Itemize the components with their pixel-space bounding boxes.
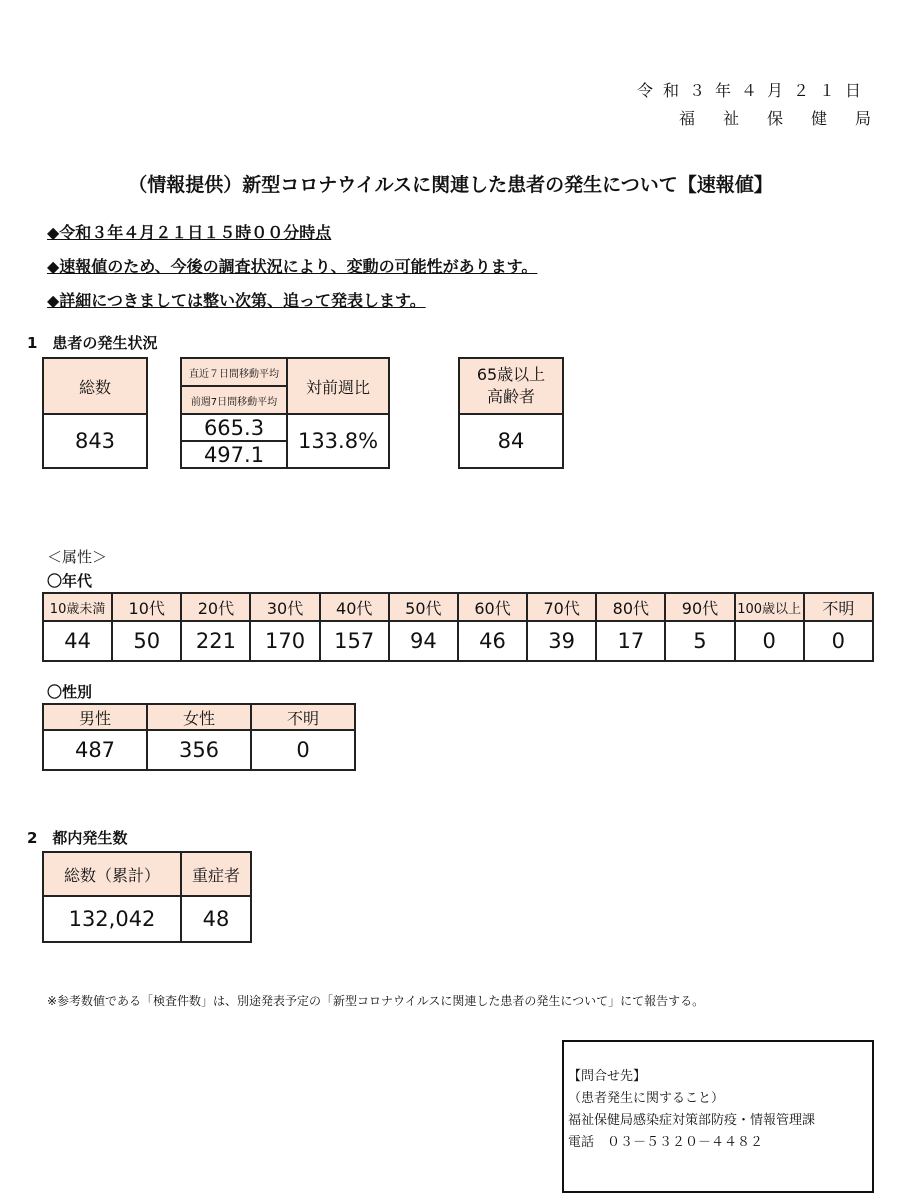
section2-heading: 2 都内発生数 [27, 829, 128, 847]
age-value-cell-7: 39 [527, 621, 596, 661]
age-value-cell-3: 170 [250, 621, 319, 661]
week-over-week-value: 133.8% [287, 414, 389, 468]
age-label-cell-5: 50代 [389, 593, 458, 621]
age-value-cell-0: 44 [43, 621, 112, 661]
section1-heading: 1 患者の発生状況 [27, 334, 158, 352]
total-label: 総数 [43, 358, 147, 414]
age-table [42, 592, 874, 662]
age-heading: 〇年代 [47, 572, 93, 590]
age-value-cell-11: 0 [804, 621, 873, 661]
moving-average-table [180, 357, 390, 469]
cumulative-label: 総数（累計） [43, 852, 181, 896]
age-label-cell-9: 90代 [665, 593, 734, 621]
contact-division: 福祉保健局感染症対策部防疫・情報管理課 [568, 1113, 816, 1128]
footnote: ※参考数値である「検査件数」は、別途発表予定の「新型コロナウイルスに関連した患者の発生について」にて報告する。 [47, 994, 705, 1008]
elderly-value: 84 [459, 414, 563, 468]
notice-timestamp: ◆令和３年４月２１日１５時００分時点 [47, 223, 332, 242]
sex-label-cell-1: 女性 [147, 704, 251, 730]
prev-7day-avg-label: 前週7日間移動平均 [181, 386, 287, 414]
age-label-cell-10: 100歳以上 [735, 593, 804, 621]
age-value-cell-2: 221 [181, 621, 250, 661]
age-label-cell-8: 80代 [596, 593, 665, 621]
total-table [42, 357, 148, 469]
age-value-cell-8: 17 [596, 621, 665, 661]
tokyo-cases-table [42, 851, 252, 943]
age-label-cell-6: 60代 [458, 593, 527, 621]
age-label-cell-3: 30代 [250, 593, 319, 621]
sex-value-row [43, 730, 355, 770]
issuing-department: 福祉保健局 [678, 109, 899, 128]
sex-heading: 〇性別 [47, 683, 93, 701]
sex-table [42, 703, 356, 771]
cumulative-value: 132,042 [43, 896, 181, 942]
age-label-cell-7: 70代 [527, 593, 596, 621]
notice-details: ◆詳細につきましては整い次第、追って発表します。 [47, 291, 426, 310]
sex-value-cell-0: 487 [43, 730, 147, 770]
week-over-week-label: 対前週比 [287, 358, 389, 414]
sex-value-cell-1: 356 [147, 730, 251, 770]
attributes-heading: ＜属性＞ [47, 548, 108, 566]
notice-preliminary: ◆速報値のため、今後の調査状況により、変動の可能性があります。 [47, 257, 538, 276]
severe-value: 48 [181, 896, 251, 942]
issue-date: 令和３年４月２１日 [636, 81, 871, 100]
elderly-label [459, 358, 563, 414]
elderly-label-line2: 高齢者 [486, 387, 535, 406]
contact-box [562, 1040, 874, 1193]
age-label-row [43, 593, 873, 621]
page-title: （情報提供）新型コロナウイルスに関連した患者の発生について【速報値】 [128, 174, 773, 196]
age-label-cell-4: 40代 [320, 593, 389, 621]
age-value-cell-5: 94 [389, 621, 458, 661]
sex-label-cell-2: 不明 [251, 704, 355, 730]
recent-7day-avg-value: 665.3 [181, 414, 287, 441]
sex-value-cell-2: 0 [251, 730, 355, 770]
age-value-cell-6: 46 [458, 621, 527, 661]
contact-heading: 【問合せ先】 [568, 1069, 647, 1084]
age-value-cell-9: 5 [665, 621, 734, 661]
age-value-cell-1: 50 [112, 621, 181, 661]
age-label-cell-11: 不明 [804, 593, 873, 621]
sex-label-row [43, 704, 355, 730]
recent-7day-avg-label: 直近７日間移動平均 [181, 358, 287, 386]
total-value: 843 [43, 414, 147, 468]
contact-subject: （患者発生に関すること） [568, 1091, 725, 1106]
elderly-table [458, 357, 564, 469]
elderly-label-line1: 65歳以上 [476, 365, 546, 384]
age-value-cell-4: 157 [320, 621, 389, 661]
age-value-cell-10: 0 [735, 621, 804, 661]
prev-7day-avg-value: 497.1 [181, 441, 287, 468]
severe-label: 重症者 [181, 852, 251, 896]
age-label-cell-1: 10代 [112, 593, 181, 621]
age-label-cell-0: 10歳未満 [43, 593, 112, 621]
age-label-cell-2: 20代 [181, 593, 250, 621]
sex-label-cell-0: 男性 [43, 704, 147, 730]
age-value-row [43, 621, 873, 661]
contact-phone: 電話 ０３－５３２０－４４８２ [568, 1135, 764, 1150]
